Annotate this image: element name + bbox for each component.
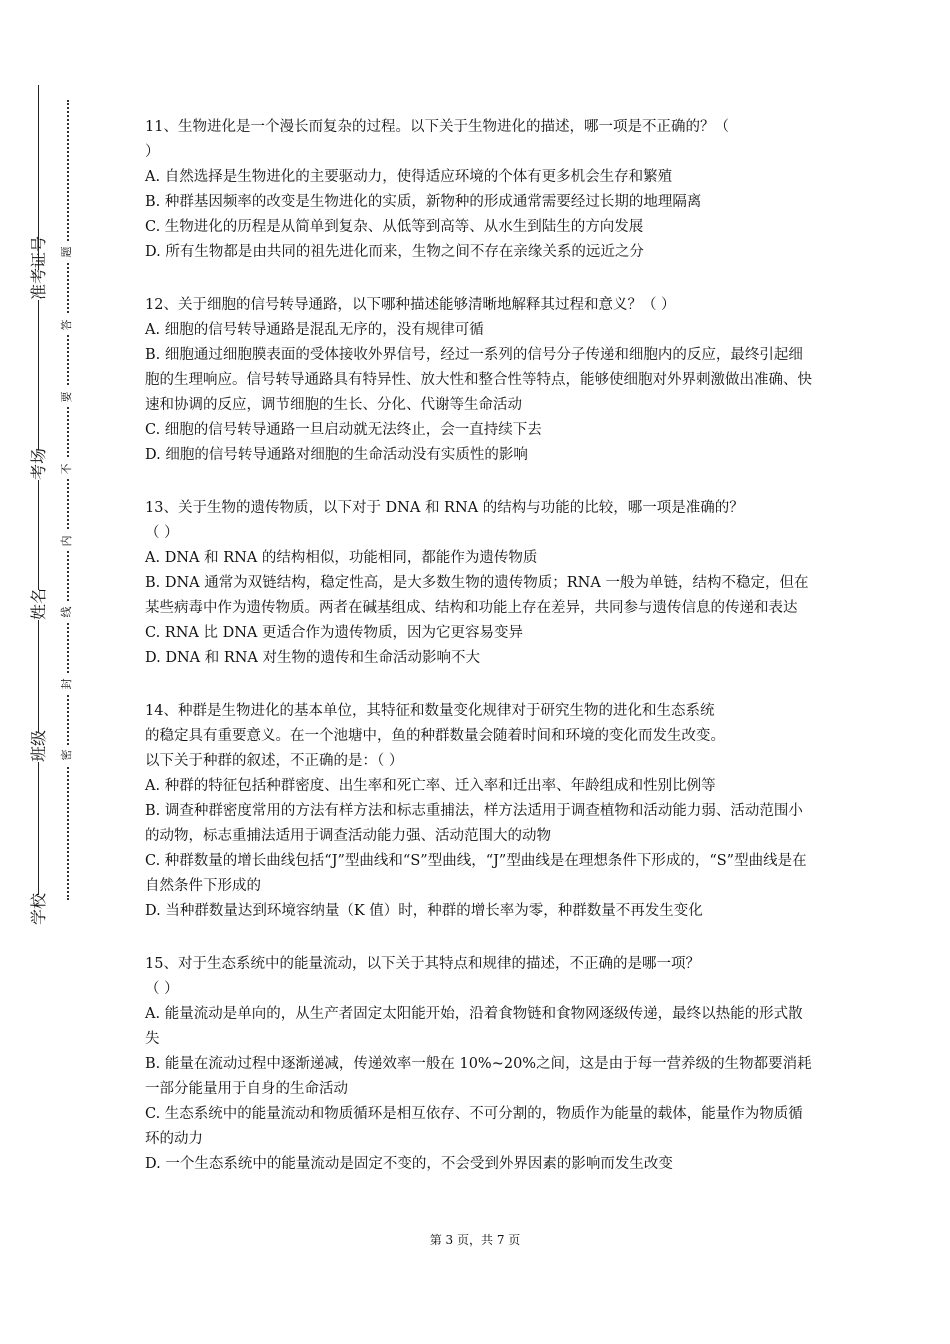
question-stem: 的稳定具有重要意义。在一个池塘中，鱼的种群数量会随着时间和环境的变化而发生改变。 <box>145 728 725 744</box>
option-a: A. 细胞的信号转导通路是混乱无序的，没有规律可循 <box>145 322 484 338</box>
binding-label-exam-number: 准考证号 <box>29 235 48 300</box>
question-11 <box>145 115 815 265</box>
option-a: A. 种群的特征包括种群密度、出生率和死亡率、迁入率和迁出率、年龄组成和性别比例等 <box>145 778 716 794</box>
option-d: D. 一个生态系统中的能量流动是固定不变的，不会受到外界因素的影响而发生改变 <box>145 1156 673 1172</box>
question-stem: （ ） <box>145 981 179 997</box>
option-c: C. 生物进化的历程是从简单到复杂、从低等到高等、从水生到陆生的方向发展 <box>145 219 644 235</box>
binding-margin <box>0 0 110 1344</box>
question-stem: 11、生物进化是一个漫长而复杂的过程。以下关于生物进化的描述，哪一项是不正确的？（ <box>145 119 729 135</box>
option-b: B. 种群基因频率的改变是生物进化的实质，新物种的形成通常需要经过长期的地理隔离 <box>145 194 702 210</box>
question-13 <box>145 496 815 671</box>
option-d: D. DNA 和 RNA 对生物的遗传和生命活动影响不大 <box>145 650 481 666</box>
question-list <box>145 115 815 1205</box>
seal-char: 题 <box>60 242 74 262</box>
option-a: A. DNA 和 RNA 的结构相似，功能相同，都能作为遗传物质 <box>145 550 538 566</box>
question-stem: （ ） <box>145 525 179 541</box>
seal-char: 内 <box>60 531 74 551</box>
option-d: D. 当种群数量达到环境容纳量（K 值）时，种群的增长率为零，种群数量不再发生变化 <box>145 903 703 919</box>
seal-char: 线 <box>60 602 74 622</box>
binding-solid-line <box>38 85 39 920</box>
option-b: B. 调查种群密度常用的方法有样方法和标志重捕法，样方法适用于调查植物和活动能力弱、活动范围小的动物，标志重捕法适用于调查活动能力强、活动范围大的动物 <box>145 803 803 844</box>
question-stem: 13、关于生物的遗传物质，以下对于 DNA 和 RNA 的结构与功能的比较，哪一项是准确的？ <box>145 500 744 516</box>
seal-char: 要 <box>60 387 74 407</box>
option-d: D. 所有生物都是由共同的祖先进化而来，生物之间不存在亲缘关系的远近之分 <box>145 244 644 260</box>
binding-label-school: 学校 <box>29 892 48 925</box>
option-a: A. 自然选择是生物进化的主要驱动力，使得适应环境的个体有更多机会生存和繁殖 <box>145 169 673 185</box>
binding-dotted-line <box>67 100 69 900</box>
option-c: C. RNA 比 DNA 更适合作为遗传物质，因为它更容易变异 <box>145 625 523 641</box>
question-stem: 15、对于生态系统中的能量流动，以下关于其特点和规律的描述，不正确的是哪一项？ <box>145 956 700 972</box>
question-12 <box>145 293 815 468</box>
seal-char: 密 <box>60 745 74 765</box>
option-a: A. 能量流动是单向的，从生产者固定太阳能开始，沿着食物链和食物网逐级传递，最终以热能的形式散失 <box>145 1006 803 1047</box>
binding-label-name: 姓名 <box>29 587 48 620</box>
binding-label-exam-room: 考场 <box>29 447 48 480</box>
question-15 <box>145 952 815 1177</box>
question-stem: 以下关于种群的叙述，不正确的是：（ ） <box>145 753 404 769</box>
option-c: C. 细胞的信号转导通路一旦启动就无法终止，会一直持续下去 <box>145 422 542 438</box>
seal-char: 答 <box>60 315 74 335</box>
option-b: B. 能量在流动过程中逐渐递减，传递效率一般在 10%~20%之间，这是由于每一营养级的生物都要消耗一部分能量用于自身的生命活动 <box>145 1056 812 1097</box>
option-b: B. DNA 通常为双链结构，稳定性高，是大多数生物的遗传物质；RNA 一般为单链，结构不稳定，但在某些病毒中作为遗传物质。两者在碱基组成、结构和功能上存在差异，共同参与遗传信息的传递和表达 <box>145 575 809 616</box>
question-stem: 12、关于细胞的信号转导通路，以下哪种描述能够清晰地解释其过程和意义？（ ） <box>145 297 676 313</box>
binding-label-class: 班级 <box>29 729 48 762</box>
option-c: C. 生态系统中的能量流动和物质循环是相互依存、不可分割的，物质作为能量的载体，能量作为物质循环的动力 <box>145 1106 803 1147</box>
option-b: B. 细胞通过细胞膜表面的受体接收外界信号，经过一系列的信号分子传递和细胞内的反应，最终引起细胞的生理响应。信号转导通路具有特异性、放大性和整合性等特点，能够使细胞对外界刺激做出准确、快速和协调的反应，调节细胞的生长、分化、代谢等生命活动 <box>145 347 812 413</box>
seal-char: 封 <box>60 674 74 694</box>
question-stem: ） <box>145 144 160 160</box>
option-c: C. 种群数量的增长曲线包括“J”型曲线和“S”型曲线，“J”型曲线是在理想条件下形成的，“S”型曲线是在自然条件下形成的 <box>145 853 807 894</box>
option-d: D. 细胞的信号转导通路对细胞的生命活动没有实质性的影响 <box>145 447 528 463</box>
page-number-footer: 第 3 页，共 7 页 <box>429 1233 521 1247</box>
question-stem: 14、种群是生物进化的基本单位，其特征和数量变化规律对于研究生物的进化和生态系统 <box>145 703 715 719</box>
seal-char: 不 <box>60 459 74 479</box>
question-14 <box>145 699 815 924</box>
